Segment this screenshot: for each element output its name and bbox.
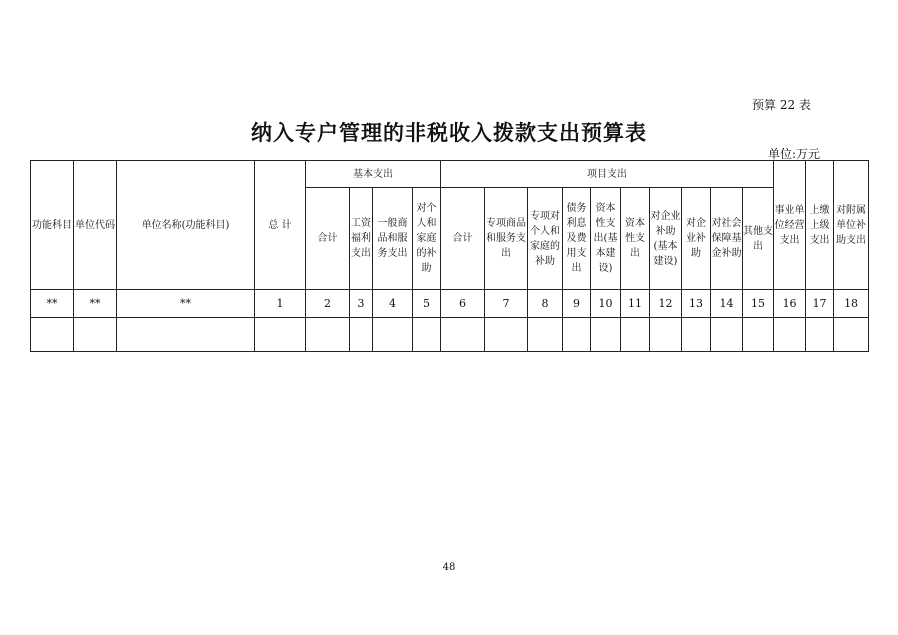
index-cell: 14	[711, 290, 743, 318]
page-number: 48	[442, 562, 456, 573]
group-header-basic: 基本支出	[306, 161, 441, 188]
index-cell: 15	[743, 290, 774, 318]
col-header-unit-name: 单位名称(功能科目)	[117, 161, 255, 290]
empty-cell	[31, 318, 74, 352]
empty-cell	[350, 318, 373, 352]
index-cell: 2	[306, 290, 350, 318]
empty-cell	[591, 318, 621, 352]
budget-table	[30, 160, 869, 352]
index-cell: 18	[834, 290, 869, 318]
col-header-basic-subtotal: 合计	[306, 188, 350, 290]
col-header-subsidiary-subsidy: 对附属单位补助支出	[834, 161, 869, 290]
col-header-enterprise-subsidy: 对企业补助	[682, 188, 711, 290]
index-cell: 13	[682, 290, 711, 318]
index-cell: 10	[591, 290, 621, 318]
empty-cell	[306, 318, 350, 352]
col-header-goods-services: 一般商品和服务支出	[373, 188, 413, 290]
index-cell: 17	[806, 290, 834, 318]
col-header-special-individual: 专项对个人和家庭的补助	[528, 188, 563, 290]
index-cell: 16	[774, 290, 806, 318]
col-header-function-subject: 功能科目	[31, 161, 74, 290]
table-number-label: 预算 22 表	[752, 98, 811, 112]
index-cell: 1	[255, 290, 306, 318]
col-header-remit-superior: 上缴上级支出	[806, 161, 834, 290]
col-header-unit-code: 单位代码	[74, 161, 117, 290]
index-cell: **	[117, 290, 255, 318]
index-cell: 9	[563, 290, 591, 318]
col-header-debt-interest: 债务利息及费用支出	[563, 188, 591, 290]
empty-cell	[650, 318, 682, 352]
index-cell: 5	[413, 290, 441, 318]
table-row-index	[31, 290, 869, 318]
index-cell: 3	[350, 290, 373, 318]
index-cell: 11	[621, 290, 650, 318]
empty-cell	[774, 318, 806, 352]
col-header-capital-construction: 资本性支出(基本建设)	[591, 188, 621, 290]
empty-cell	[621, 318, 650, 352]
empty-cell	[834, 318, 869, 352]
empty-cell	[743, 318, 774, 352]
table-row-empty	[31, 318, 869, 352]
col-header-total: 总 计	[255, 161, 306, 290]
index-cell: 8	[528, 290, 563, 318]
empty-cell	[255, 318, 306, 352]
empty-cell	[485, 318, 528, 352]
index-cell: 7	[485, 290, 528, 318]
empty-cell	[528, 318, 563, 352]
col-header-wages: 工资福利支出	[350, 188, 373, 290]
index-cell: **	[74, 290, 117, 318]
col-header-enterprise-construction: 对企业补助(基本建设)	[650, 188, 682, 290]
empty-cell	[373, 318, 413, 352]
empty-cell	[806, 318, 834, 352]
col-header-individual-subsidy: 对个人和家庭的补助	[413, 188, 441, 290]
header-row-groups	[31, 161, 869, 188]
index-cell: **	[31, 290, 74, 318]
index-cell: 12	[650, 290, 682, 318]
page-title: 纳入专户管理的非税收入拨款支出预算表	[251, 121, 647, 145]
col-header-special-goods: 专项商品和服务支出	[485, 188, 528, 290]
empty-cell	[682, 318, 711, 352]
col-header-social-security: 对社会保障基金补助	[711, 188, 743, 290]
empty-cell	[74, 318, 117, 352]
col-header-business-operating: 事业单位经营支出	[774, 161, 806, 290]
index-cell: 4	[373, 290, 413, 318]
empty-cell	[413, 318, 441, 352]
col-header-capital: 资本性支出	[621, 188, 650, 290]
col-header-other: 其他支出	[743, 188, 774, 290]
empty-cell	[117, 318, 255, 352]
group-header-project: 项目支出	[441, 161, 774, 188]
empty-cell	[441, 318, 485, 352]
col-header-project-subtotal: 合计	[441, 188, 485, 290]
unit-label: 单位:万元	[768, 147, 821, 161]
empty-cell	[563, 318, 591, 352]
index-cell: 6	[441, 290, 485, 318]
empty-cell	[711, 318, 743, 352]
